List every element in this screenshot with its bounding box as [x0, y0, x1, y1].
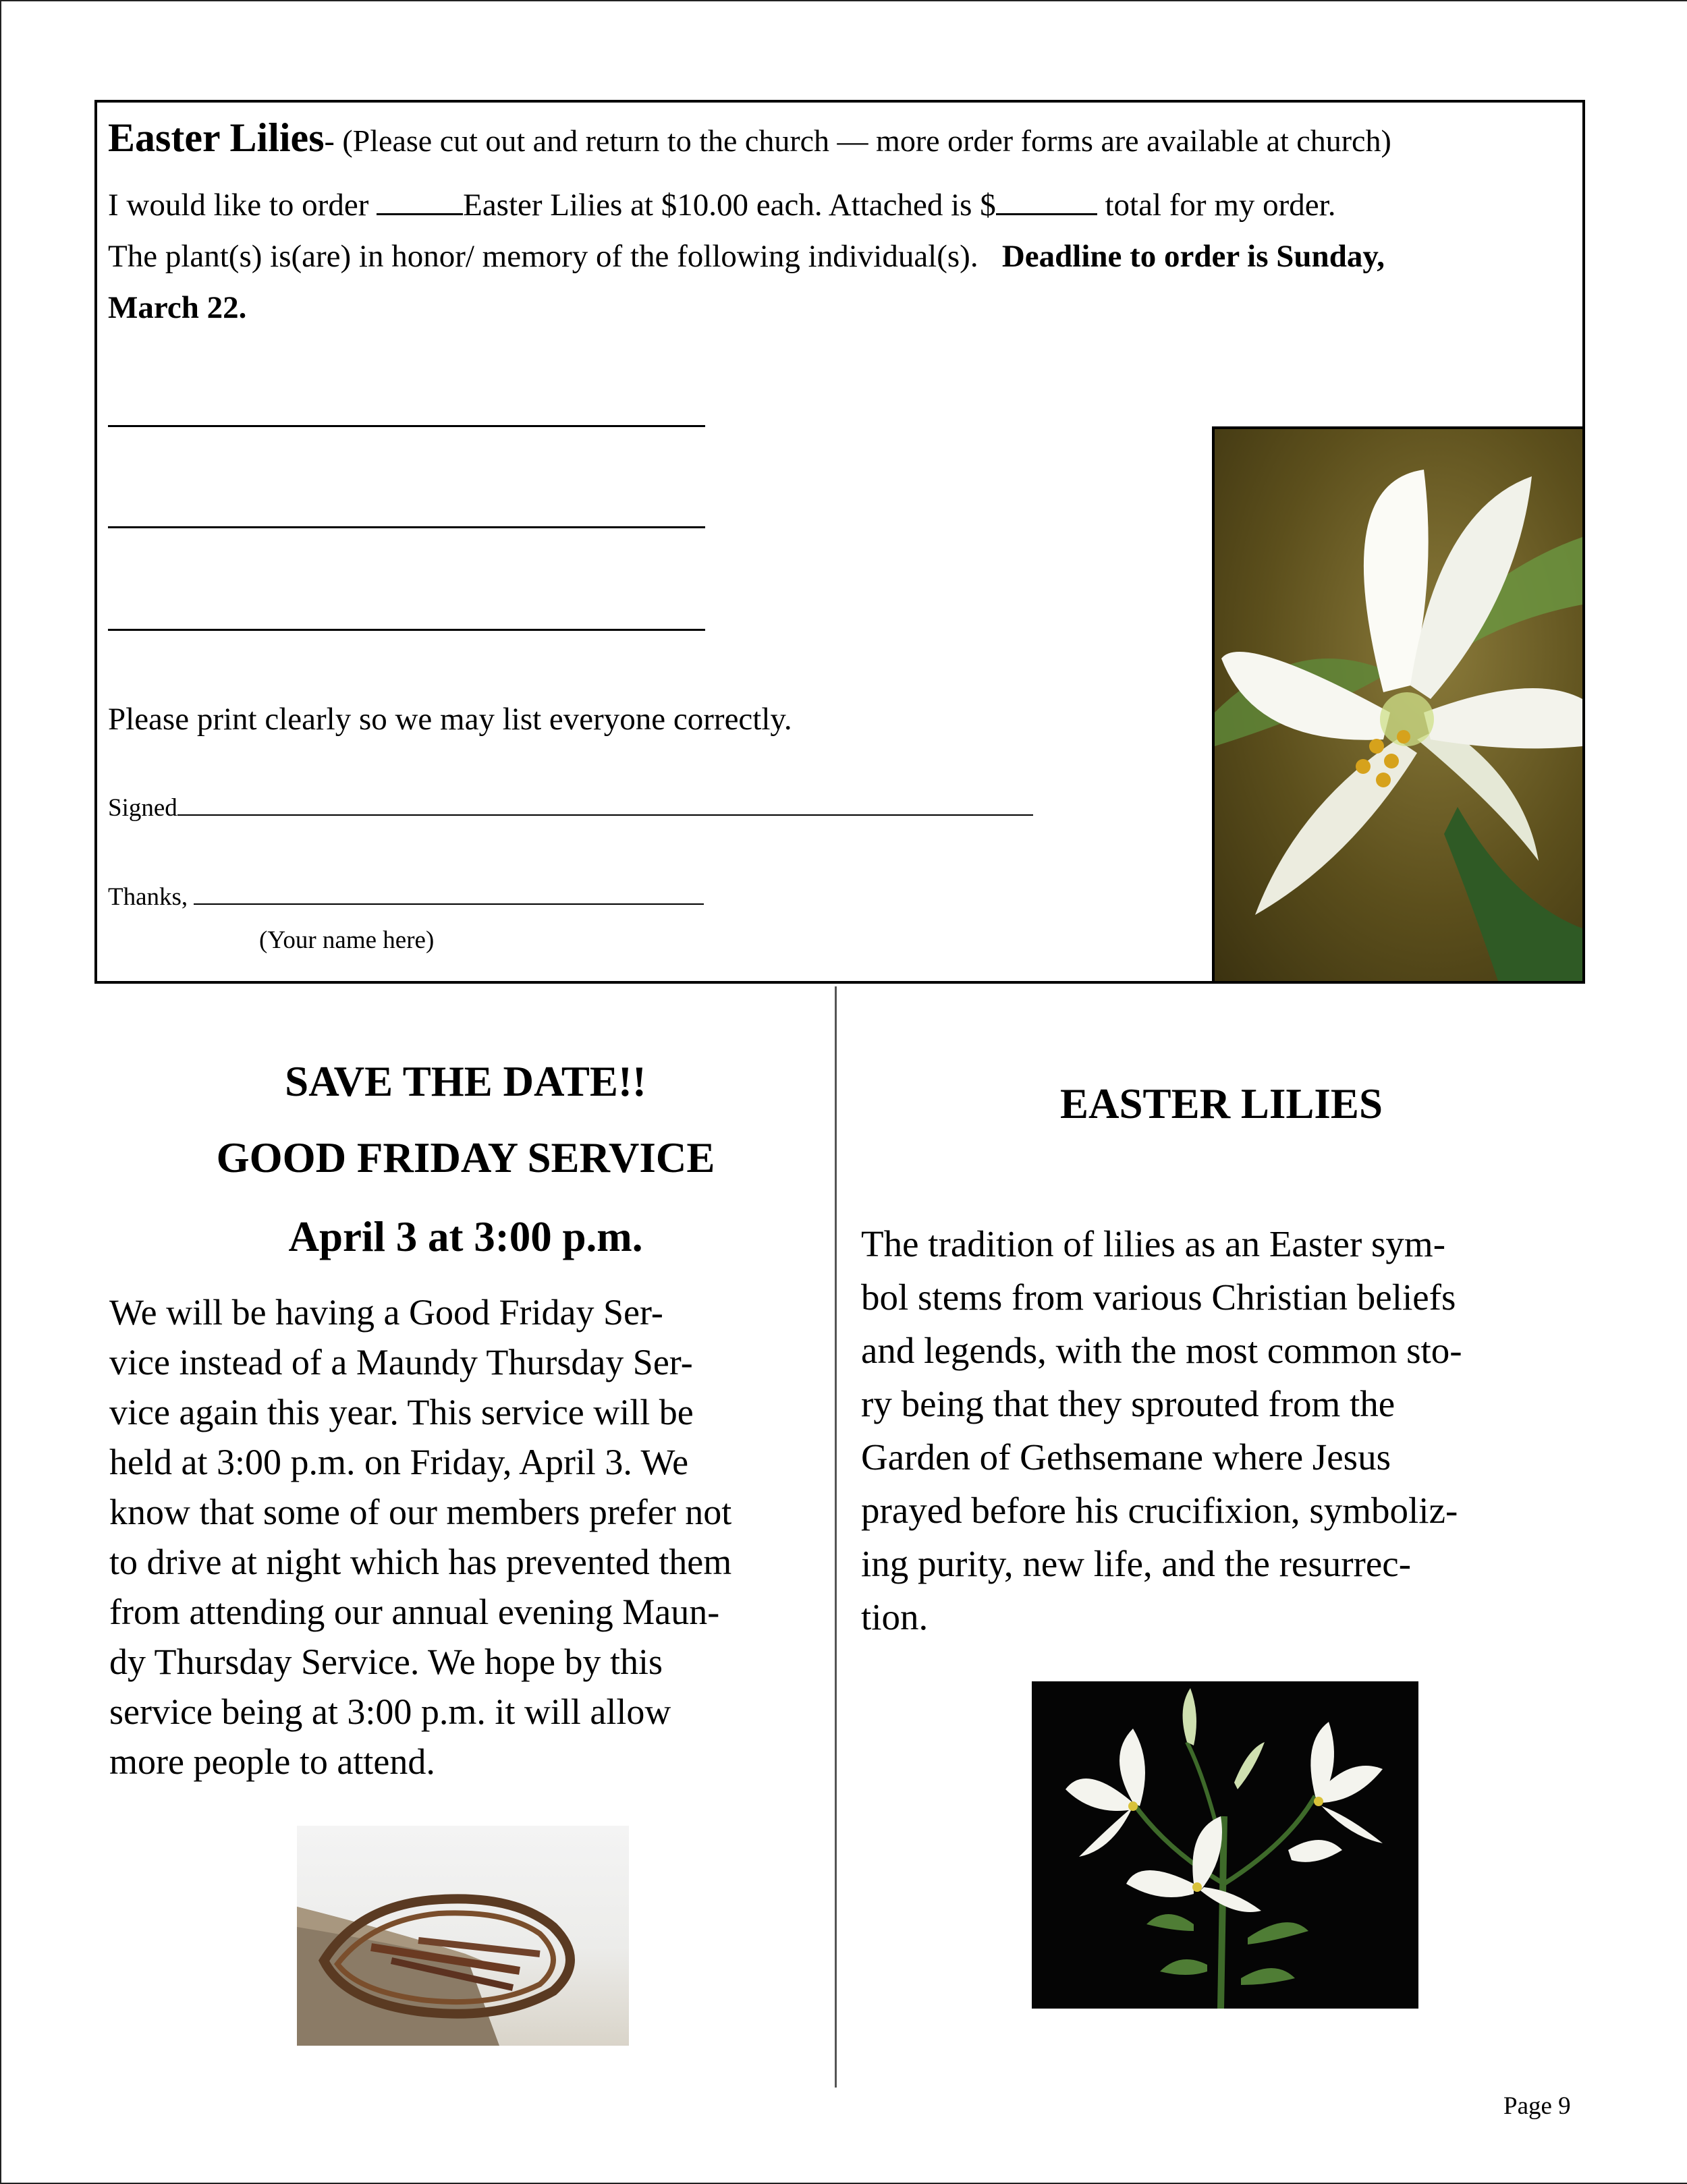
thanks-line [108, 883, 704, 912]
signed-label: Signed [108, 794, 177, 822]
easter-lily-photo [1212, 426, 1585, 984]
page-number: Page 9 [1503, 2092, 1571, 2120]
crown-of-thorns-photo [297, 1826, 629, 2046]
honoree-name-line-3[interactable] [108, 629, 705, 631]
easter-lilies-body: The tradition of lilies as an Easter sym- bol stems from various Christian beliefs and legends, with the most common sto- ry being that they sprouted from the Garden of Gethsemane where Jesus prayed before his crucifixion, symboliz- ing purity, new life, and the resurrec- tion. [861, 1223, 1462, 1637]
form-title: Easter Lilies [108, 115, 325, 160]
thanks-label: Thanks, [108, 883, 188, 911]
signed-line [108, 793, 1033, 823]
your-name-hint: (Your name here) [259, 926, 435, 954]
order-text-mid: Easter Lilies at $10.00 each. Attached is $ [463, 188, 996, 223]
save-the-date-heading: SAVE THE DATE!! [285, 1058, 646, 1105]
honoree-name-line-2[interactable] [108, 526, 705, 528]
print-clearly-note: Please print clearly so we may list everyone correctly. [108, 702, 792, 737]
easter-lilies-heading: EASTER LILIES [1060, 1080, 1383, 1127]
quantity-blank[interactable] [377, 186, 463, 215]
deadline-text: Deadline to order is Sunday, [1001, 239, 1385, 274]
easter-lilies-bouquet-photo [1032, 1681, 1418, 2009]
honor-text: The plant(s) is(are) in honor/ memory of the following individual(s). [108, 239, 978, 274]
your-name-blank[interactable] [194, 883, 704, 905]
form-title-line [108, 113, 1391, 162]
signature-blank[interactable] [177, 794, 1033, 816]
form-title-note: - (Please cut out and return to the church — more order forms are available at church) [324, 123, 1391, 158]
order-quantity-line [108, 186, 1335, 224]
order-text-pre: I would like to order [108, 188, 377, 223]
good-friday-body: We will be having a Good Friday Ser- vice instead of a Maundy Thursday Ser- vice again this year. This service will be held at 3:00 p.m. on Friday, April 3. We know that some of our members prefer not to drive at night which has prevented them from attending our annual evening Maun- dy Thursday Service. We hope by this service being at 3:00 p.m. it will allow more people to attend. [109, 1292, 732, 1782]
easter-lilies-order-form [94, 100, 1585, 984]
amount-blank[interactable] [996, 186, 1097, 215]
honor-line [108, 237, 1385, 275]
order-text-post: total for my order. [1097, 188, 1336, 223]
service-date-heading: April 3 at 3:00 p.m. [288, 1213, 643, 1260]
deadline-date: March 22. [108, 290, 247, 325]
good-friday-heading: GOOD FRIDAY SERVICE [216, 1134, 715, 1181]
honoree-name-line-1[interactable] [108, 425, 705, 427]
